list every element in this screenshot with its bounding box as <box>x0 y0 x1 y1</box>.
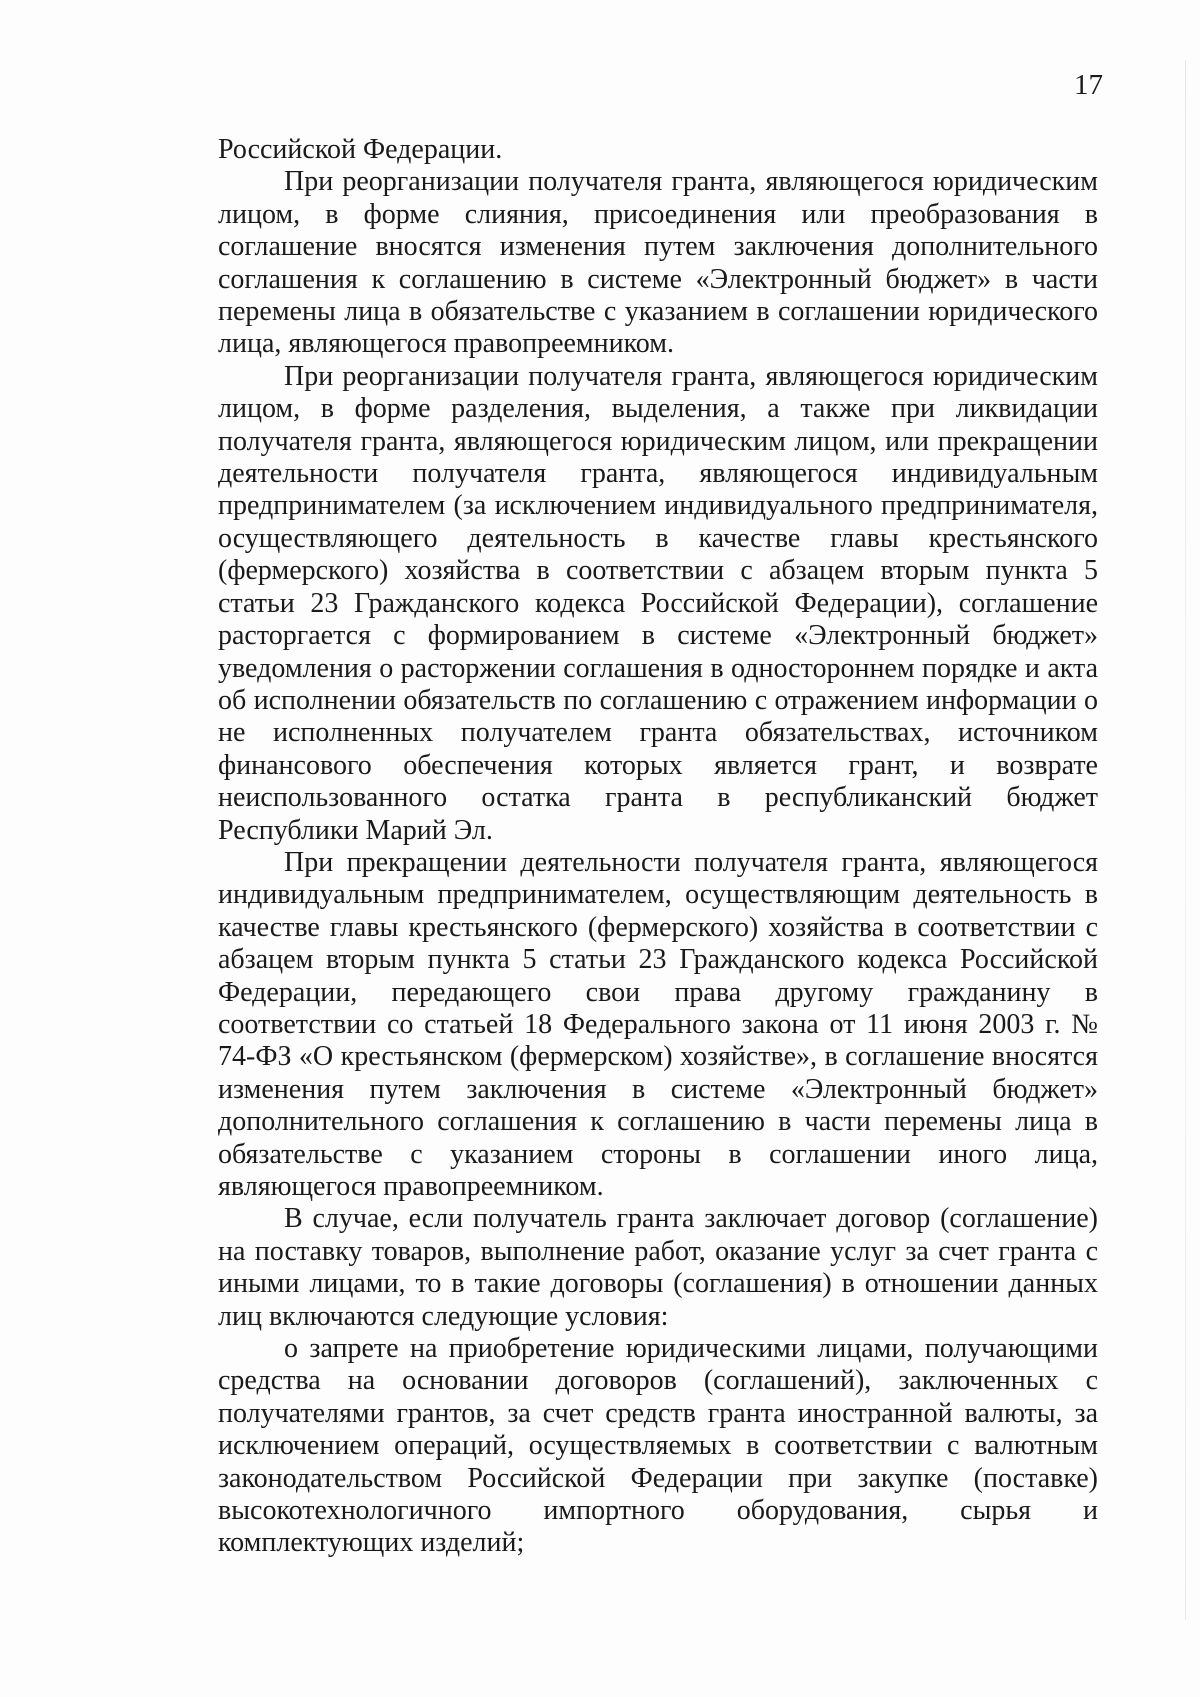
paragraph: В случае, если получатель гранта заключает договор (соглашение) на поставку товаров, выполнение работ, оказание услуг за счет гранта с иными лицами, то в такие договоры (соглашения) в отношении данных лиц включаются следующие условия: <box>218 1203 1098 1332</box>
paragraph: При реорганизации получателя гранта, являющегося юридическим лицом, в форме разделения, выделения, а также при ликвидации получателя гранта, являющегося юридическим лицом, или прекращении деятельности получателя гранта, являющегося индивидуальным предпринимателем (за исключением индивидуального предпринимателя, осуществляющего деятельность в качестве главы крестьянского (фермерского) хозяйства в соответствии с абзацем вторым пункта 5 статьи 23 Гражданского кодекса Российской Федерации), соглашение расторгается с формированием в системе «Электронный бюджет» уведомления о расторжении соглашения в одностороннем порядке и акта об исполнении обязательств по соглашению с отражением информации о не исполненных получателем гранта обязательствах, источником финансового обеспечения которых является грант, и возврате неиспользованного остатка гранта в республиканский бюджет Республики Марий Эл. <box>218 360 1098 846</box>
paragraph: При реорганизации получателя гранта, являющегося юридическим лицом, в форме слияния, присоединения или преобразования в соглашение вносятся изменения путем заключения дополнительного соглашения к соглашению в системе «Электронный бюджет» в части перемены лица в обязательстве с указанием в соглашении юридического лица, являющегося правопреемником. <box>218 166 1098 360</box>
paragraph: Российской Федерации. <box>218 134 503 165</box>
paragraph: При прекращении деятельности получателя гранта, являющегося индивидуальным предпринимателем, осуществляющим деятельность в качестве главы крестьянского (фермерского) хозяйства в соответствии с абзацем вторым пункта 5 статьи 23 Гражданского кодекса Российской Федерации, передающего свои права другому гражданину в соответствии со статьей 18 Федерального закона от 11 июня 2003 г. № 74-ФЗ «О крестьянском (фермерском) хозяйстве», в соглашение вносятся изменения путем заключения в системе «Электронный бюджет» дополнительного соглашения к соглашению в части перемены лица в обязательстве с указанием стороны в соглашении иного лица, являющегося правопреемником. <box>218 846 1098 1202</box>
page-number: 17 <box>1074 69 1103 101</box>
paragraph: о запрете на приобретение юридическими лицами, получающими средства на основании договоров (соглашений), заключенных с получателями грантов, за счет средств гранта иностранной валюты, за исключением операций, осуществляемых в соответствии с валютным законодательством Российской Федерации при закупке (поставке) высокотехнологичного импортного оборудования, сырья и комплектующих изделий; <box>218 1333 1098 1559</box>
document-body <box>218 134 1098 1560</box>
scan-edge <box>1185 60 1186 1620</box>
